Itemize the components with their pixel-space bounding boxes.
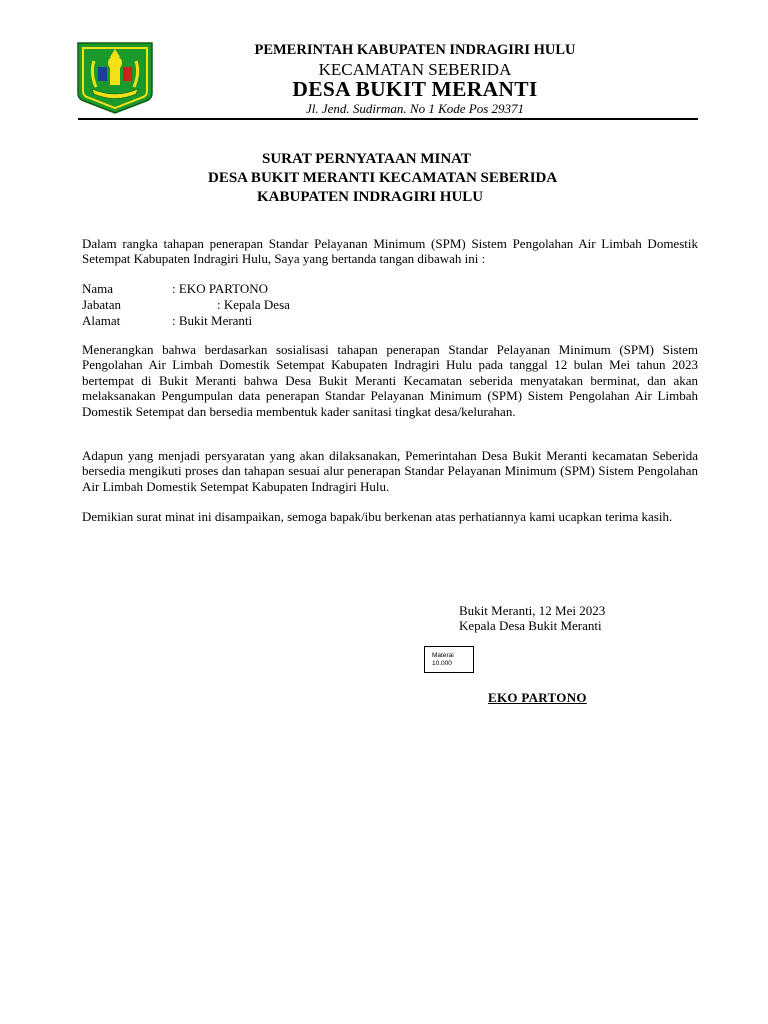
stamp-duty-label: Materai <box>432 652 454 659</box>
document-subtitle-regency: KABUPATEN INDRAGIRI HULU <box>257 189 484 205</box>
statement-paragraph: Menerangkan bahwa berdasarkan sosialisasi tahapan penerapan Standar Pelayanan Minimum (SPM) Sistem Pengolahan Air Limbah Domestik Setempat Kabupaten Indragiri Hulu pada tanggal 12 bulan Mei tahun 2023 bertempat di Bukit Meranti bahwa Desa Bukit Meranti Kecamatan seberida menyatakan berminat, dan akan melaksanakan Pengumpulan data penerapan Standar Pelayanan Minimum (SPM) Sistem Pengolahan Air Limbah Domestik Setempat dan bersedia membentuk kader sanitasi tingkat desa/kelurahan. <box>82 342 698 419</box>
letterhead-divider <box>78 118 698 120</box>
regency-logo <box>76 41 154 115</box>
district-name: KECAMATAN SEBERIDA <box>318 60 512 79</box>
identity-value: : EKO PARTONO <box>172 281 269 296</box>
stamp-duty-box <box>424 646 474 673</box>
identity-label: Jabatan <box>82 297 121 312</box>
commitment-paragraph: Adapun yang menjadi persyaratan yang akan dilaksanakan, Pemerintahan Desa Bukit Meranti kecamatan Seberida bersedia mengikuti proses dan tahapan sesuai alur penerapan Standar Pelayanan Minimum (SPM) Sistem Pengolahan Air Limbah Domestik Setempat Kabupaten Indragiri Hulu. <box>82 448 698 494</box>
document-title: SURAT PERNYATAAN MINAT <box>262 151 471 167</box>
identity-value: : Bukit Meranti <box>172 313 253 328</box>
document-subtitle-village: DESA BUKIT MERANTI KECAMATAN SEBERIDA <box>208 170 558 186</box>
identity-value: : Kepala Desa <box>217 297 290 312</box>
government-name: PEMERINTAH KABUPATEN INDRAGIRI HULU <box>254 42 576 58</box>
signature-place-date: Bukit Meranti, 12 Mei 2023 <box>459 603 606 618</box>
identity-label: Alamat <box>82 313 121 328</box>
identity-label: Nama <box>82 281 114 296</box>
stamp-duty-value: 10.000 <box>432 660 452 667</box>
office-address: Jl. Jend. Sudirman. No 1 Kode Pos 29371 <box>305 101 525 116</box>
intro-paragraph: Dalam rangka tahapan penerapan Standar Pelayanan Minimum (SPM) Sistem Pengolahan Air Limbah Domestik Setempat Kabupaten Indragiri Hulu, Saya yang bertanda tangan dibawah ini : <box>82 236 698 267</box>
village-name: DESA BUKIT MERANTI <box>292 77 538 101</box>
signature-role: Kepala Desa Bukit Meranti <box>459 618 602 633</box>
regency-emblem-icon <box>76 41 154 115</box>
closing-paragraph: Demikian surat minat ini disampaikan, semoga bapak/ibu berkenan atas perhatiannya kami ucapkan terima kasih. <box>82 509 673 524</box>
signer-name: EKO PARTONO <box>488 690 587 705</box>
